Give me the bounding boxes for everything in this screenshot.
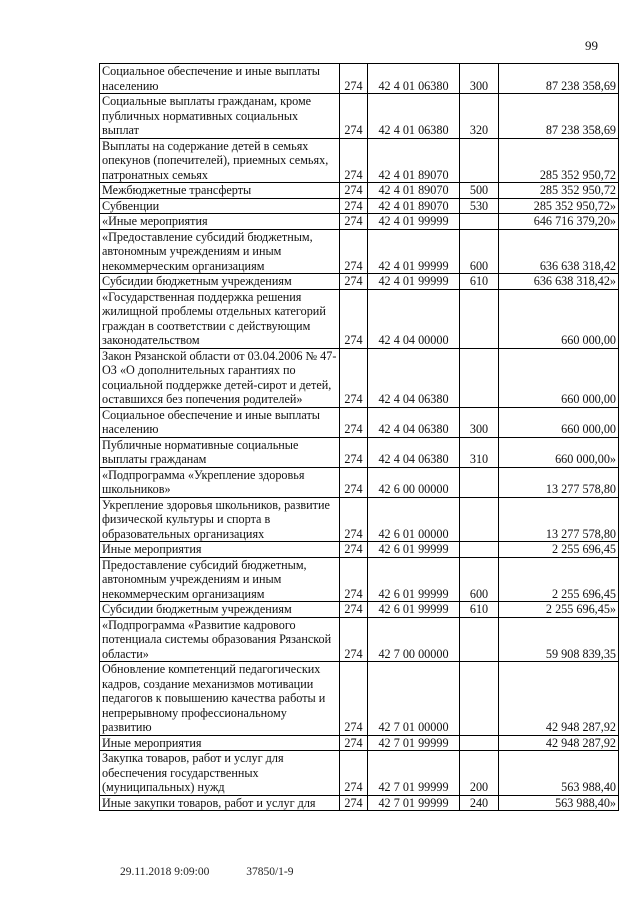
row-target-code: 42 4 01 06380: [368, 94, 460, 139]
row-org-code: 274: [340, 214, 368, 230]
table-row: [100, 94, 619, 139]
table-row: [100, 289, 619, 348]
row-amount: 660 000,00»: [499, 437, 619, 467]
row-org-code: 274: [340, 94, 368, 139]
row-amount: 660 000,00: [499, 407, 619, 437]
row-amount: 87 238 358,69: [499, 64, 619, 94]
row-expense-type: [460, 735, 499, 751]
row-org-code: 274: [340, 557, 368, 602]
row-amount: 636 638 318,42: [499, 229, 619, 274]
row-expense-type: 600: [460, 229, 499, 274]
row-name: Укрепление здоровья школьников, развитие физической культуры и спорта в образовательных организациях: [100, 497, 340, 542]
table-row: [100, 751, 619, 796]
row-amount: 2 255 696,45: [499, 557, 619, 602]
row-amount: 13 277 578,80: [499, 497, 619, 542]
table-row: [100, 64, 619, 94]
row-expense-type: 500: [460, 183, 499, 199]
row-name: Закон Рязанской области от 03.04.2006 № 47-ОЗ «О дополнительных гарантиях по социальной поддержке детей-сирот и детей, оставшихся без попечения родителей»: [100, 348, 340, 407]
row-target-code: 42 4 04 06380: [368, 348, 460, 407]
row-org-code: 274: [340, 602, 368, 618]
row-name: «Подпрограмма «Развитие кадрового потенциала системы образования Рязанской области»: [100, 617, 340, 662]
footer: [120, 866, 328, 878]
row-target-code: 42 6 01 99999: [368, 542, 460, 558]
table-row: [100, 229, 619, 274]
row-name: Социальное обеспечение и иные выплаты населению: [100, 64, 340, 94]
row-target-code: 42 7 01 99999: [368, 735, 460, 751]
row-org-code: 274: [340, 274, 368, 290]
row-name: «Государственная поддержка решения жилищной проблемы отдельных категорий граждан в соответствии с действующим законодательством: [100, 289, 340, 348]
row-expense-type: [460, 138, 499, 183]
row-target-code: 42 4 04 06380: [368, 437, 460, 467]
row-name: Субсидии бюджетным учреждениям: [100, 274, 340, 290]
row-expense-type: 300: [460, 407, 499, 437]
table-row: [100, 274, 619, 290]
row-amount: 636 638 318,42»: [499, 274, 619, 290]
row-org-code: 274: [340, 198, 368, 214]
row-org-code: 274: [340, 795, 368, 811]
row-org-code: 274: [340, 64, 368, 94]
row-amount: 660 000,00: [499, 289, 619, 348]
row-target-code: 42 7 00 00000: [368, 617, 460, 662]
table-row: [100, 138, 619, 183]
row-expense-type: 610: [460, 602, 499, 618]
row-org-code: 274: [340, 617, 368, 662]
row-expense-type: 310: [460, 437, 499, 467]
row-org-code: 274: [340, 497, 368, 542]
row-expense-type: [460, 617, 499, 662]
table-row: [100, 467, 619, 497]
row-name: Социальное обеспечение и иные выплаты населению: [100, 407, 340, 437]
row-amount: 660 000,00: [499, 348, 619, 407]
row-expense-type: [460, 348, 499, 407]
row-org-code: 274: [340, 407, 368, 437]
row-expense-type: 240: [460, 795, 499, 811]
row-expense-type: 600: [460, 557, 499, 602]
row-target-code: 42 6 00 00000: [368, 467, 460, 497]
row-expense-type: [460, 214, 499, 230]
table-row: [100, 542, 619, 558]
row-name: Выплаты на содержание детей в семьях опекунов (попечителей), приемных семьях, патронатных семьях: [100, 138, 340, 183]
row-expense-type: 320: [460, 94, 499, 139]
footer-doc-id: 37850/1-9: [246, 866, 294, 878]
row-name: «Иные мероприятия: [100, 214, 340, 230]
row-expense-type: [460, 467, 499, 497]
row-org-code: 274: [340, 138, 368, 183]
row-amount: 2 255 696,45: [499, 542, 619, 558]
row-amount: 285 352 950,72»: [499, 198, 619, 214]
row-name: «Предоставление субсидий бюджетным, автономным учреждениям и иным некоммерческим организациям: [100, 229, 340, 274]
row-target-code: 42 7 01 99999: [368, 795, 460, 811]
row-name: Закупка товаров, работ и услуг для обеспечения государственных (муниципальных) нужд: [100, 751, 340, 796]
budget-table: [99, 63, 619, 811]
row-amount: 87 238 358,69: [499, 94, 619, 139]
table-row: [100, 348, 619, 407]
row-name: Межбюджетные трансферты: [100, 183, 340, 199]
budget-table-body: [100, 64, 619, 811]
row-target-code: 42 4 01 89070: [368, 198, 460, 214]
row-org-code: 274: [340, 467, 368, 497]
row-expense-type: 300: [460, 64, 499, 94]
row-target-code: 42 7 01 00000: [368, 662, 460, 736]
row-name: «Подпрограмма «Укрепление здоровья школьников»: [100, 467, 340, 497]
row-name: Иные мероприятия: [100, 735, 340, 751]
row-expense-type: 610: [460, 274, 499, 290]
row-name: Публичные нормативные социальные выплаты гражданам: [100, 437, 340, 467]
row-name: Субсидии бюджетным учреждениям: [100, 602, 340, 618]
row-amount: 563 988,40»: [499, 795, 619, 811]
page-number: 99: [585, 38, 598, 53]
row-amount: 13 277 578,80: [499, 467, 619, 497]
table-row: [100, 602, 619, 618]
row-expense-type: [460, 497, 499, 542]
row-expense-type: 200: [460, 751, 499, 796]
row-expense-type: 530: [460, 198, 499, 214]
row-name: Иные закупки товаров, работ и услуг для: [100, 795, 340, 811]
table-row: [100, 407, 619, 437]
row-org-code: 274: [340, 662, 368, 736]
row-name: Обновление компетенций педагогических кадров, создание механизмов мотивации педагогов к повышению качества работы и непрерывному профессиональному развитию: [100, 662, 340, 736]
row-target-code: 42 6 01 00000: [368, 497, 460, 542]
row-target-code: 42 4 01 89070: [368, 183, 460, 199]
table-row: [100, 662, 619, 736]
row-org-code: 274: [340, 751, 368, 796]
row-target-code: 42 6 01 99999: [368, 557, 460, 602]
row-amount: 285 352 950,72: [499, 183, 619, 199]
row-target-code: 42 4 04 06380: [368, 407, 460, 437]
table-row: [100, 795, 619, 811]
row-target-code: 42 6 01 99999: [368, 602, 460, 618]
row-target-code: 42 4 01 99999: [368, 274, 460, 290]
row-target-code: 42 4 01 89070: [368, 138, 460, 183]
table-row: [100, 617, 619, 662]
row-amount: 285 352 950,72: [499, 138, 619, 183]
row-amount: 2 255 696,45»: [499, 602, 619, 618]
row-amount: 42 948 287,92: [499, 662, 619, 736]
row-org-code: 274: [340, 348, 368, 407]
row-target-code: 42 7 01 99999: [368, 751, 460, 796]
footer-timestamp: 29.11.2018 9:09:00: [120, 866, 210, 878]
row-amount: 42 948 287,92: [499, 735, 619, 751]
table-row: [100, 497, 619, 542]
table-row: [100, 198, 619, 214]
table-row: [100, 557, 619, 602]
row-expense-type: [460, 542, 499, 558]
row-amount: 563 988,40: [499, 751, 619, 796]
row-name: Иные мероприятия: [100, 542, 340, 558]
row-target-code: 42 4 01 99999: [368, 229, 460, 274]
row-expense-type: [460, 289, 499, 348]
row-name: Социальные выплаты гражданам, кроме публичных нормативных социальных выплат: [100, 94, 340, 139]
table-row: [100, 735, 619, 751]
row-name: Предоставление субсидий бюджетным, автономным учреждениям и иным некоммерческим организациям: [100, 557, 340, 602]
row-amount: 59 908 839,35: [499, 617, 619, 662]
row-amount: 646 716 379,20»: [499, 214, 619, 230]
row-org-code: 274: [340, 229, 368, 274]
row-name: Субвенции: [100, 198, 340, 214]
row-target-code: 42 4 01 06380: [368, 64, 460, 94]
row-org-code: 274: [340, 183, 368, 199]
table-row: [100, 214, 619, 230]
row-target-code: 42 4 01 99999: [368, 214, 460, 230]
row-expense-type: [460, 662, 499, 736]
row-org-code: 274: [340, 437, 368, 467]
row-org-code: 274: [340, 735, 368, 751]
row-target-code: 42 4 04 00000: [368, 289, 460, 348]
table-row: [100, 437, 619, 467]
row-org-code: 274: [340, 542, 368, 558]
table-row: [100, 183, 619, 199]
row-org-code: 274: [340, 289, 368, 348]
